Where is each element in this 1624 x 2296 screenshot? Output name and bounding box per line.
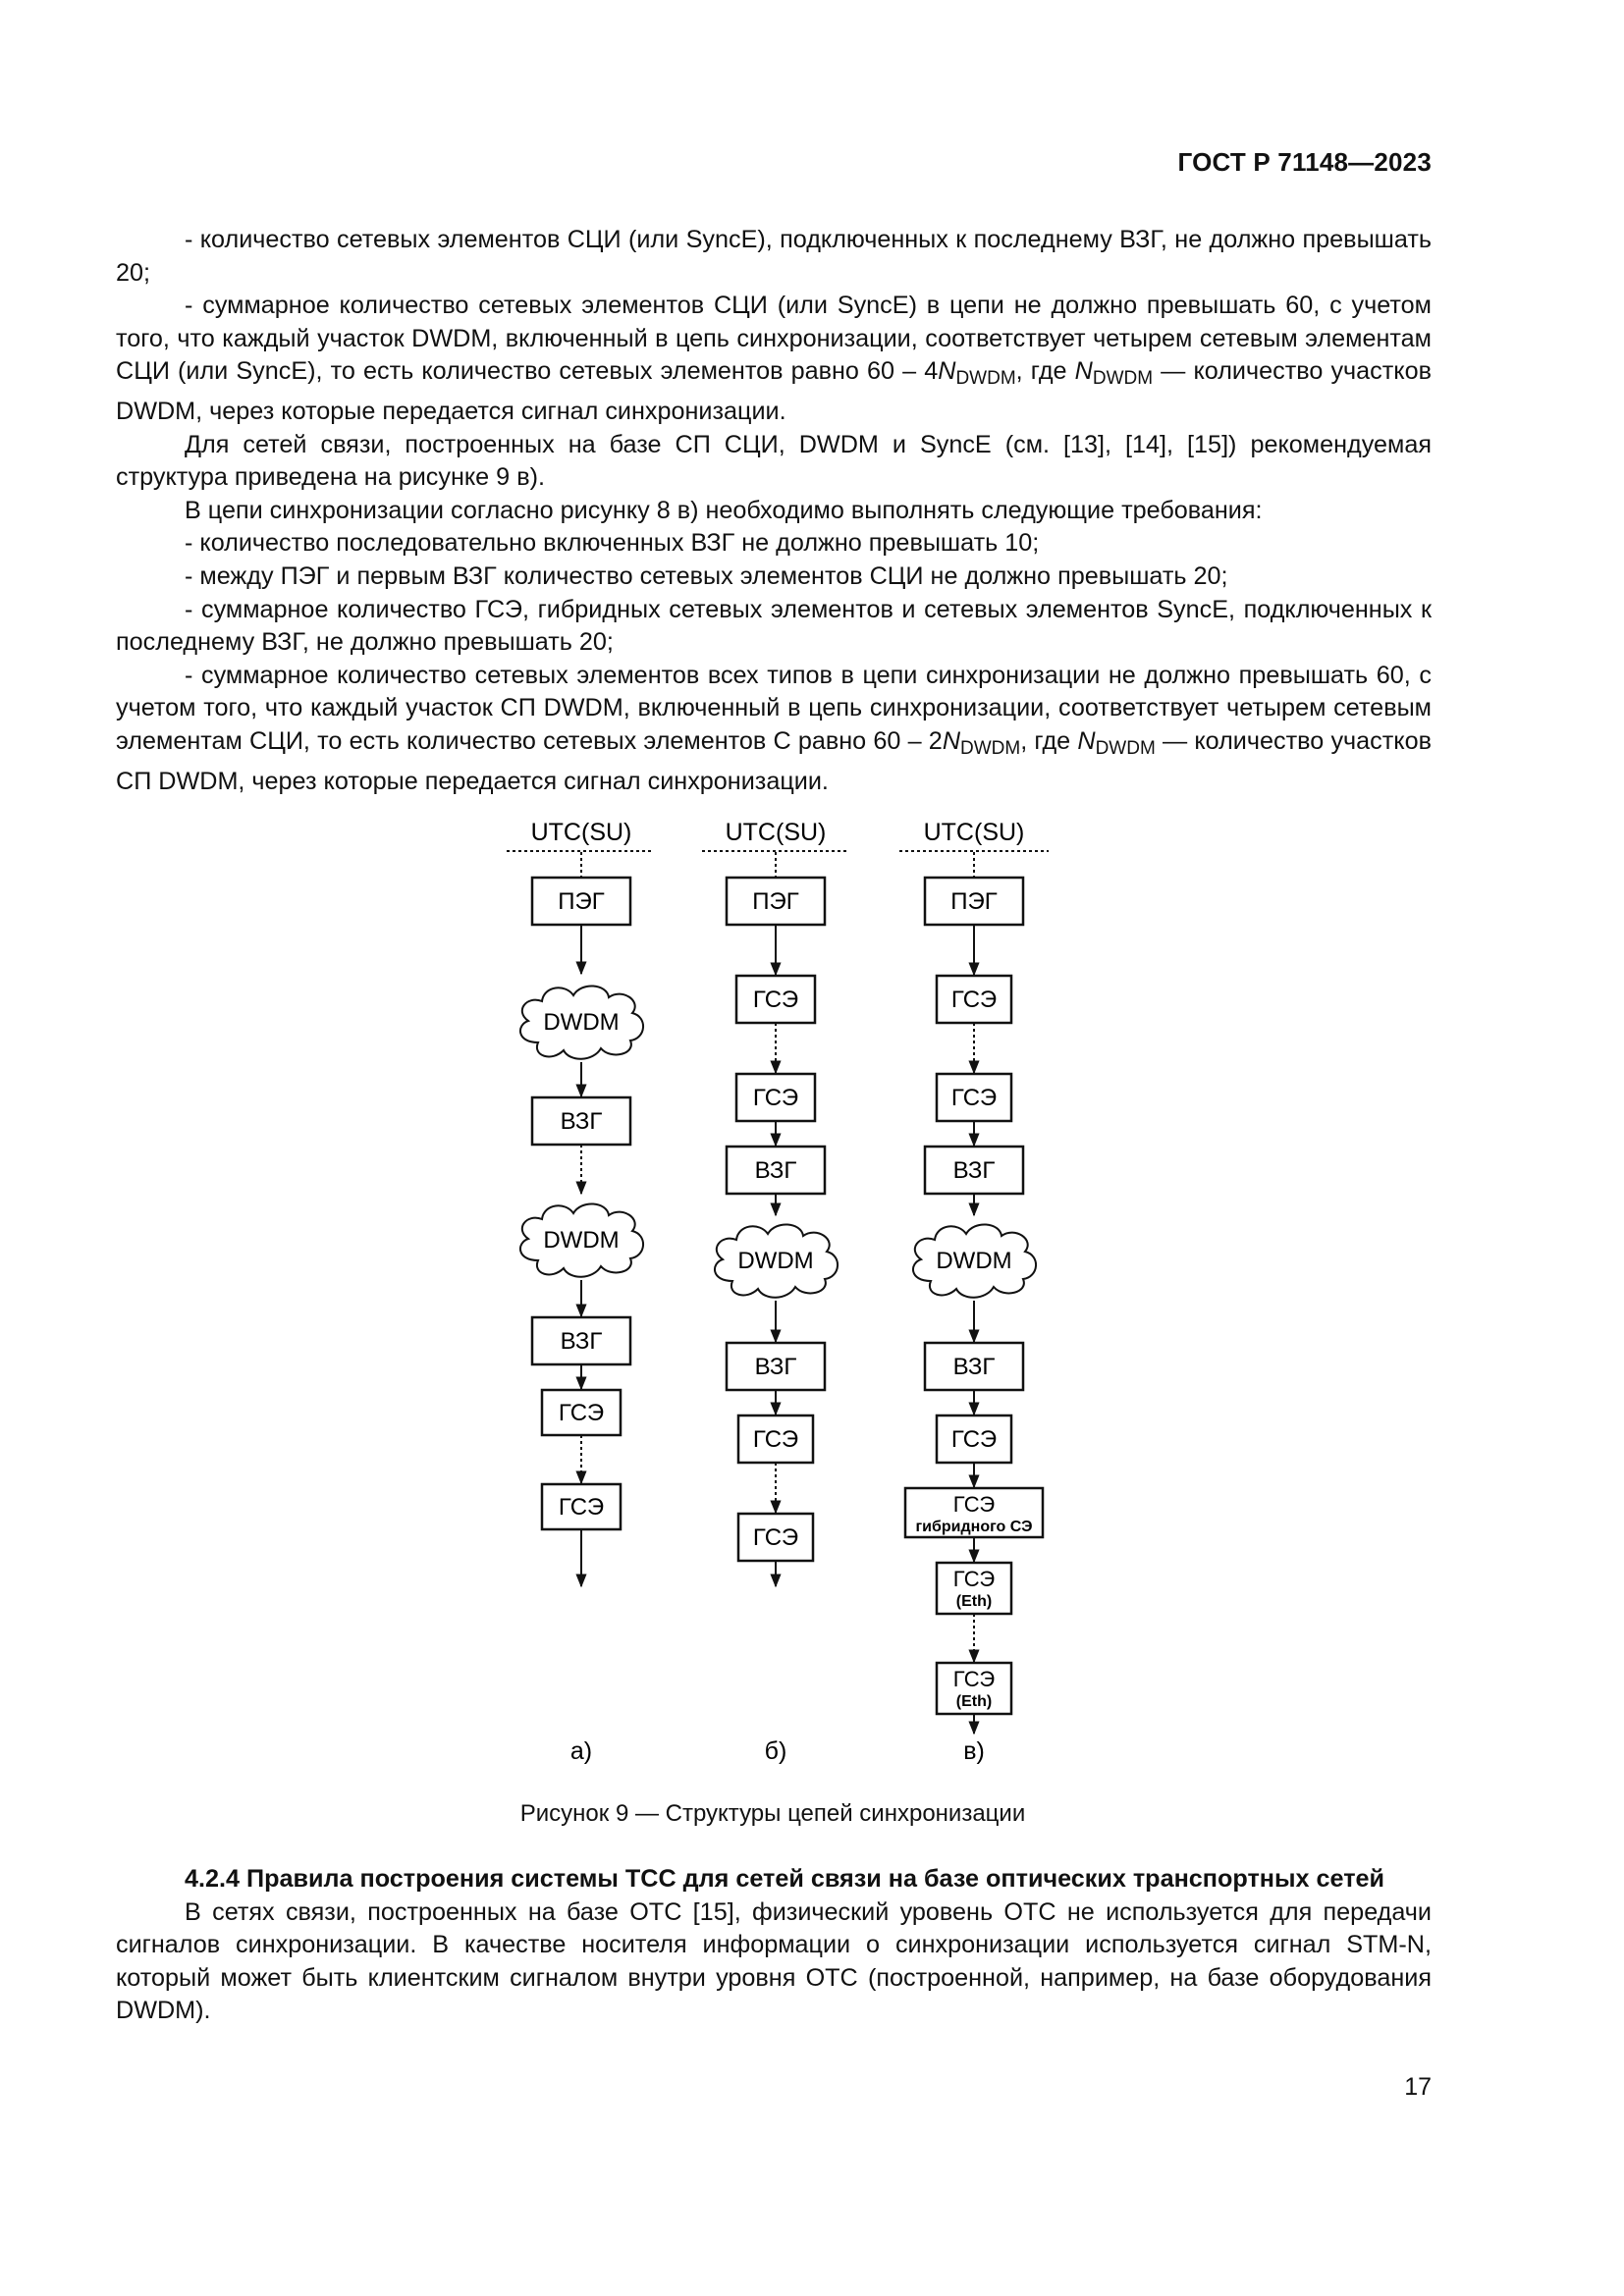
svg-text:ГСЭ: ГСЭ bbox=[952, 1667, 996, 1691]
body-text bbox=[116, 224, 1432, 798]
page-number: 17 bbox=[1404, 2073, 1432, 2101]
paragraph: Для сетей связи, построенных на базе СП СЦИ, DWDM и SyncE (см. [13], [14], [15]) рекомендуемая структура приведена на рисунке 9 в). bbox=[116, 430, 1432, 492]
column-b bbox=[702, 819, 849, 1765]
paragraph: - количество последовательно включенных ВЗГ не должно превышать 10; bbox=[185, 529, 1040, 558]
svg-text:ГСЭ: ГСЭ bbox=[752, 1524, 799, 1551]
section-heading: 4.2.4 Правила построения системы ТСС для сетей связи на базе оптических транспортных сетей bbox=[185, 1865, 1385, 1893]
svg-text:(Eth): (Eth) bbox=[955, 1593, 993, 1610]
column-v bbox=[899, 819, 1049, 1765]
label-b: б) bbox=[764, 1737, 787, 1765]
svg-text:DWDM: DWDM bbox=[737, 1248, 814, 1274]
svg-text:ВЗГ: ВЗГ bbox=[952, 1157, 996, 1184]
svg-text:DWDM: DWDM bbox=[936, 1248, 1012, 1274]
svg-text:ПЭГ: ПЭГ bbox=[950, 888, 998, 915]
svg-text:ГСЭ: ГСЭ bbox=[952, 1492, 996, 1517]
source-label: UTC(SU) bbox=[923, 819, 1025, 846]
paragraph: - между ПЭГ и первым ВЗГ количество сетевых элементов СЦИ не должно превышать 20; bbox=[185, 561, 1228, 590]
svg-text:ВЗГ: ВЗГ bbox=[754, 1354, 797, 1380]
label-a: а) bbox=[569, 1737, 593, 1765]
svg-text:ГСЭ: ГСЭ bbox=[950, 1426, 998, 1453]
svg-text:ВЗГ: ВЗГ bbox=[952, 1354, 996, 1380]
figure-caption: Рисунок 9 — Структуры цепей синхронизации bbox=[519, 1800, 1026, 1827]
svg-text:ПЭГ: ПЭГ bbox=[558, 888, 605, 915]
document-header: ГОСТ Р 71148—2023 bbox=[1177, 147, 1432, 177]
sync-chain-diagram bbox=[452, 805, 1198, 1777]
svg-text:ГСЭ: ГСЭ bbox=[752, 1426, 799, 1453]
paragraph: - суммарное количество ГСЭ, гибридных сетевых элементов и сетевых элементов SyncE, подключенных к последнему ВЗГ, не должно превышать 20; bbox=[116, 595, 1432, 657]
paragraph: - суммарное количество сетевых элементов всех типов в цепи синхронизации не должно превышать 60, с учетом того, что каждый участок СП DWDM, включенный в цепь синхронизации, соответствует четырем сетевым элементам СЦИ, то есть количество сетевых элементов С равно 60 – 2NDWDM, где NDWDM — количество участков СП DWDM, через которые передается сигнал синхронизации. bbox=[116, 661, 1432, 795]
svg-text:ВЗГ: ВЗГ bbox=[560, 1328, 603, 1355]
svg-text:ГСЭ: ГСЭ bbox=[752, 1085, 799, 1111]
paragraph: В цепи синхронизации согласно рисунку 8 в) необходимо выполнять следующие требования: bbox=[185, 496, 1263, 524]
section-4-2-4 bbox=[116, 1863, 1432, 2028]
svg-text:DWDM: DWDM bbox=[543, 1009, 620, 1036]
svg-text:ВЗГ: ВЗГ bbox=[754, 1157, 797, 1184]
source-label: UTC(SU) bbox=[725, 819, 827, 846]
svg-text:(Eth): (Eth) bbox=[955, 1693, 993, 1710]
figure-9 bbox=[452, 805, 1198, 1777]
svg-text:ГСЭ: ГСЭ bbox=[952, 1567, 996, 1591]
paragraph: - количество сетевых элементов СЦИ (или SyncE), подключенных к последнему ВЗГ, не должно превышать 20; bbox=[116, 226, 1432, 287]
svg-text:ГСЭ: ГСЭ bbox=[950, 987, 998, 1013]
svg-text:ГСЭ: ГСЭ bbox=[752, 987, 799, 1013]
paragraph: - суммарное количество сетевых элементов СЦИ (или SyncE) в цепи не должно превышать 60, с учетом того, что каждый участок DWDM, включенный в цепь синхронизации, соответствует четырем сетевым элементам СЦИ (или SyncE), то есть количество сетевых элементов равно 60 – 4NDWDM, где NDWDM — количество участков DWDM, через которые передается сигнал синхронизации. bbox=[116, 292, 1432, 425]
svg-text:ГСЭ: ГСЭ bbox=[558, 1400, 605, 1426]
svg-text:ВЗГ: ВЗГ bbox=[560, 1108, 603, 1135]
label-v: в) bbox=[963, 1737, 985, 1765]
paragraph: В сетях связи, построенных на базе ОТС [15], физический уровень ОТС не используется для передачи сигналов синхронизации. В качестве носителя информации о синхронизации используется сигнал STM-N, который может быть клиентским сигналом внутри уровня ОТС (построенной, например, на базе оборудования DWDM). bbox=[116, 1897, 1432, 2025]
svg-text:ПЭГ: ПЭГ bbox=[752, 888, 799, 915]
svg-text:гибридного СЭ: гибридного СЭ bbox=[915, 1519, 1033, 1535]
svg-text:ГСЭ: ГСЭ bbox=[950, 1085, 998, 1111]
svg-text:ГСЭ: ГСЭ bbox=[558, 1494, 605, 1521]
source-label: UTC(SU) bbox=[530, 819, 632, 846]
svg-text:DWDM: DWDM bbox=[543, 1227, 620, 1254]
column-a bbox=[507, 819, 654, 1765]
